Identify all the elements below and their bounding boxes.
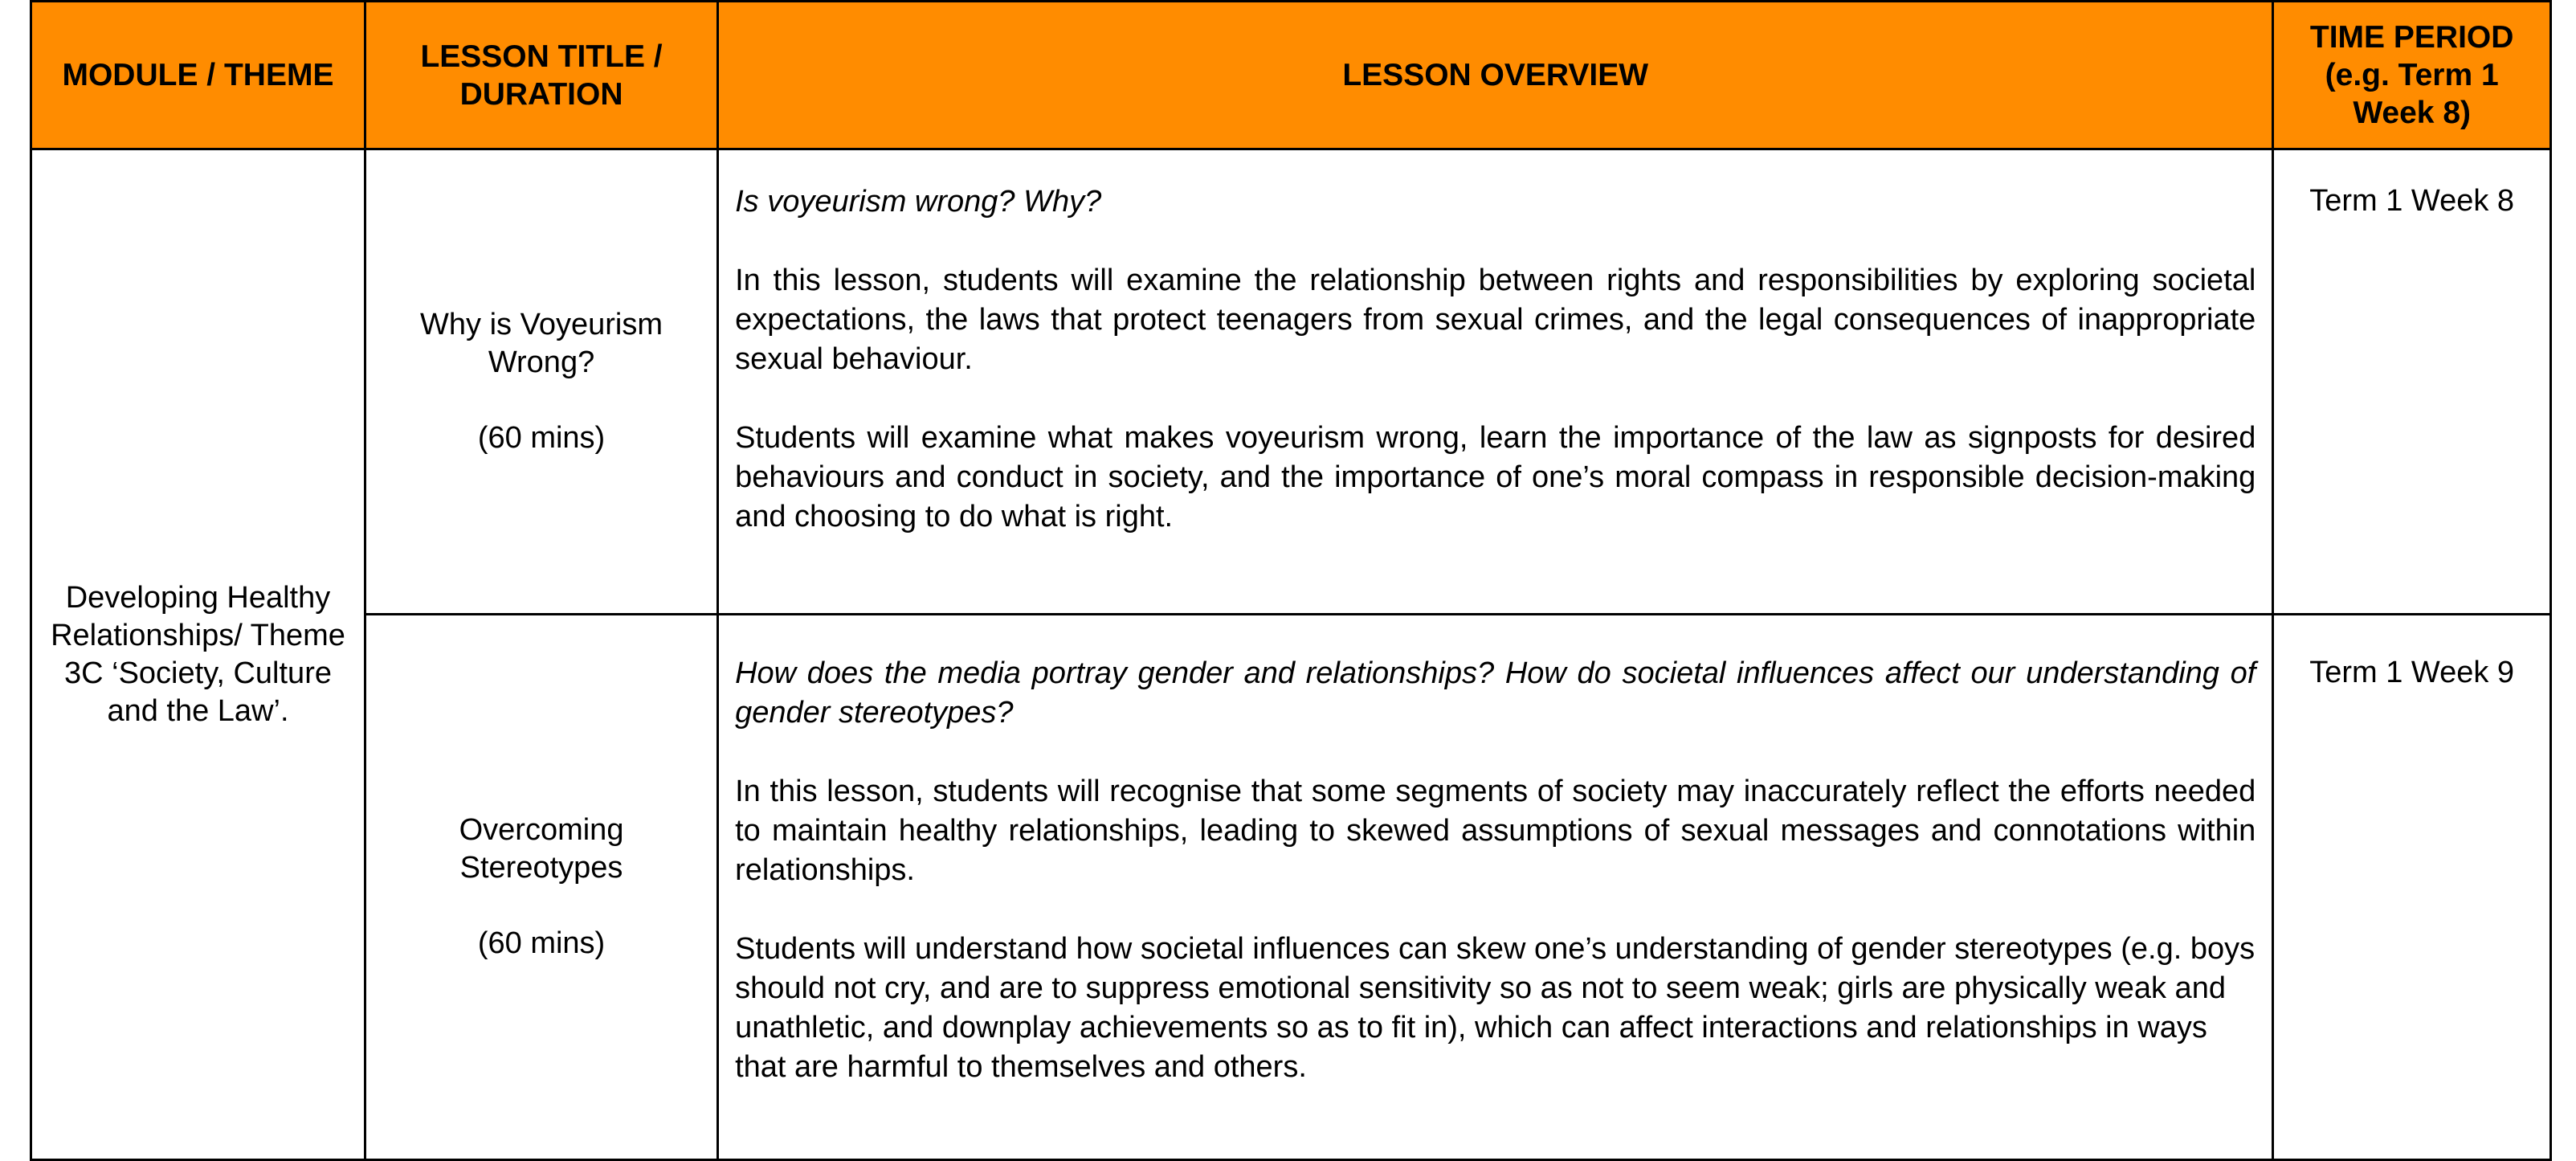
time-period-cell: Term 1 Week 9 [2273, 615, 2551, 1160]
lesson-title-cell [365, 615, 717, 1160]
lesson-overview-cell [718, 149, 2273, 615]
table-row [31, 615, 2551, 1160]
overview-paragraph: In this lesson, students will examine the relationship between rights and responsibilities by exploring societal expectations, the laws that protect teenagers from sexual crimes, and the legal consequences of inappropriate sexual behaviour. [735, 264, 2256, 376]
header-lesson-overview: LESSON OVERVIEW [718, 2, 2273, 149]
guiding-question: How does the media portray gender and relationships? How do societal influences affect our understanding of gender stereotypes? [735, 656, 2256, 730]
module-theme-cell: Developing Healthy Relationships/ Theme 3C ‘Society, Culture and the Law’. [31, 149, 365, 1160]
overview-paragraph: Students will understand how societal influences can skew one’s understanding of gender stereotypes (e.g. boys should not cry, and are to suppress emotional sensitivity so as not to seem weak; girls are physically weak and unathletic, and downplay achievements so as to fit in), which can affect interactions and relationships in ways that are harmful to themselves and others. [735, 932, 2256, 1084]
lesson-title: Why is Voyeurism Wrong? [420, 308, 663, 379]
lesson-overview-cell [718, 615, 2273, 1160]
header-row [31, 2, 2551, 149]
lesson-plan-table [30, 0, 2552, 1161]
lesson-title: Overcoming Stereotypes [459, 813, 624, 885]
header-module-theme: MODULE / THEME [31, 2, 365, 149]
lesson-duration: (60 mins) [477, 421, 606, 455]
time-period-cell: Term 1 Week 8 [2273, 149, 2551, 615]
lesson-duration: (60 mins) [477, 926, 606, 960]
lesson-title-cell [365, 149, 717, 615]
overview-paragraph: In this lesson, students will recognise that some segments of society may inaccurately reflect the efforts needed to maintain healthy relationships, leading to skewed assumptions of sexual messages and connotations within relationships. [735, 775, 2256, 887]
header-time-period [2273, 2, 2551, 149]
header-lesson-title-text: LESSON TITLE / DURATION [420, 39, 663, 112]
guiding-question: Is voyeurism wrong? Why? [735, 185, 1102, 219]
header-lesson-title [365, 2, 717, 149]
table-row [31, 149, 2551, 615]
overview-paragraph: Students will examine what makes voyeurism wrong, learn the importance of the law as signposts for desired behaviours and conduct in society, and the importance of one’s moral compass in responsible decision-making and choosing to do what is right. [735, 421, 2256, 533]
header-time-period-text: TIME PERIOD (e.g. Term 1 Week 8) [2309, 20, 2514, 130]
